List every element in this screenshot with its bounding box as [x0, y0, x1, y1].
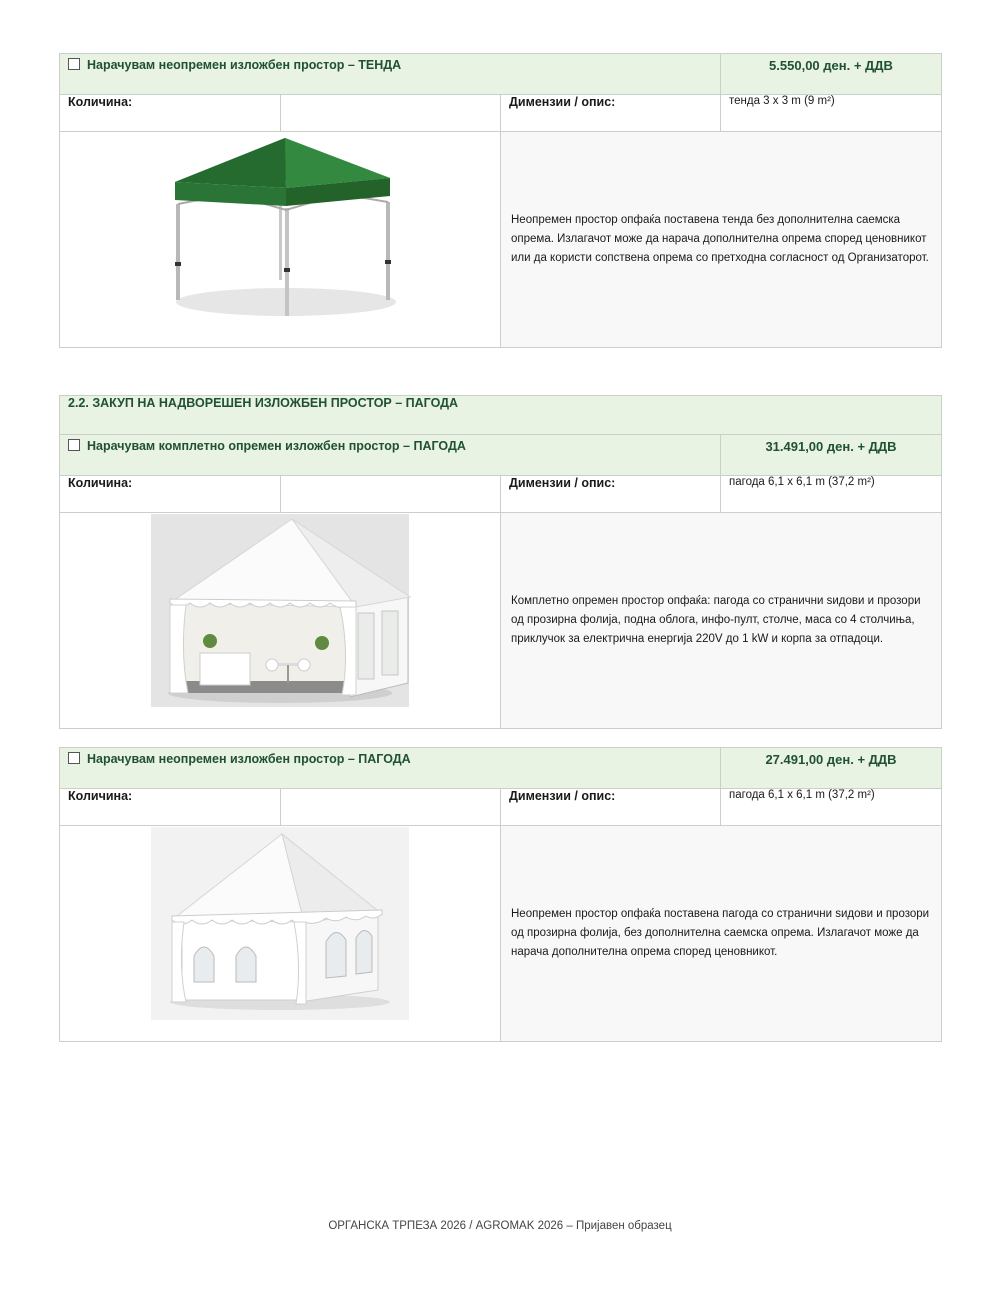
green-tent-image — [60, 132, 500, 344]
description-cell: Комплетно опремен простор опфаќа: пагода со странични ѕидови и прозори од прозирна фолија, подна облога, инфо-пулт, столче, маса со 4 столчиња, приклучок за електрична енергија 220V до 1 kW и корпа за отпадоци. — [501, 513, 942, 729]
section-heading: 2.2. ЗАКУП НА НАДВОРЕШЕН ИЗЛОЖБЕН ПРОСТОР – ПАГОДА — [60, 396, 942, 435]
order-option-title: Нарачувам неопремен изложбен простор – ТЕНДА — [87, 58, 402, 72]
order-option-title: Нарачувам комплетно опремен изложбен простор – ПАГОДА — [87, 439, 466, 453]
order-option-header — [60, 54, 721, 95]
quantity-label: Количина: — [60, 95, 281, 132]
dimensions-label: Димензии / опис: — [501, 95, 721, 132]
price-cell: 5.550,00 ден. + ДДВ — [721, 54, 942, 95]
dimensions-value: тенда 3 x 3 m (9 m²) — [721, 95, 942, 132]
furnished-pagoda-image — [60, 513, 500, 725]
order-checkbox-tenda[interactable] — [68, 58, 80, 70]
order-table-pagoda-empty — [59, 747, 942, 1042]
price-cell: 27.491,00 ден. + ДДВ — [721, 748, 942, 789]
quantity-input[interactable] — [281, 476, 501, 513]
description-cell: Неопремен простор опфаќа поставена пагода со странични ѕидови и прозори од прозирна фолија, без дополнителна саемска опрема. Излагачот може да нарача дополнителна опрема според ценовникот. — [501, 826, 942, 1042]
order-checkbox-pagoda-furnished[interactable] — [68, 439, 80, 451]
order-option-title: Нарачувам неопремен изложбен простор – ПАГОДА — [87, 752, 411, 766]
order-table-tenda — [59, 53, 942, 348]
dimensions-value: пагода 6,1 x 6,1 m (37,2 m²) — [721, 789, 942, 826]
tent-photo-cell — [60, 132, 501, 348]
quantity-label: Количина: — [60, 476, 281, 513]
pagoda-photo-cell — [60, 513, 501, 729]
dimensions-label: Димензии / опис: — [501, 476, 721, 513]
dimensions-label: Димензии / опис: — [501, 789, 721, 826]
pagoda-photo-cell — [60, 826, 501, 1042]
quantity-input[interactable] — [281, 95, 501, 132]
quantity-input[interactable] — [281, 789, 501, 826]
price-cell: 31.491,00 ден. + ДДВ — [721, 435, 942, 476]
empty-pagoda-image — [60, 826, 500, 1038]
page-footer: ОРГАНСКА ТРПЕЗА 2026 / AGROMAK 2026 – Пријавен образец — [328, 1220, 672, 1232]
order-option-header — [60, 748, 721, 789]
quantity-label: Количина: — [60, 789, 281, 826]
order-option-header — [60, 435, 721, 476]
description-cell: Неопремен простор опфаќа поставена тенда без дополнителна саемска опрема. Излагачот може да нарача дополнителна опрема според ценовникот или да користи сопствена опрема со претходна согласност од Организаторот. — [501, 132, 942, 348]
order-table-pagoda-furnished — [59, 395, 942, 729]
dimensions-value: пагода 6,1 x 6,1 m (37,2 m²) — [721, 476, 942, 513]
order-checkbox-pagoda-empty[interactable] — [68, 752, 80, 764]
